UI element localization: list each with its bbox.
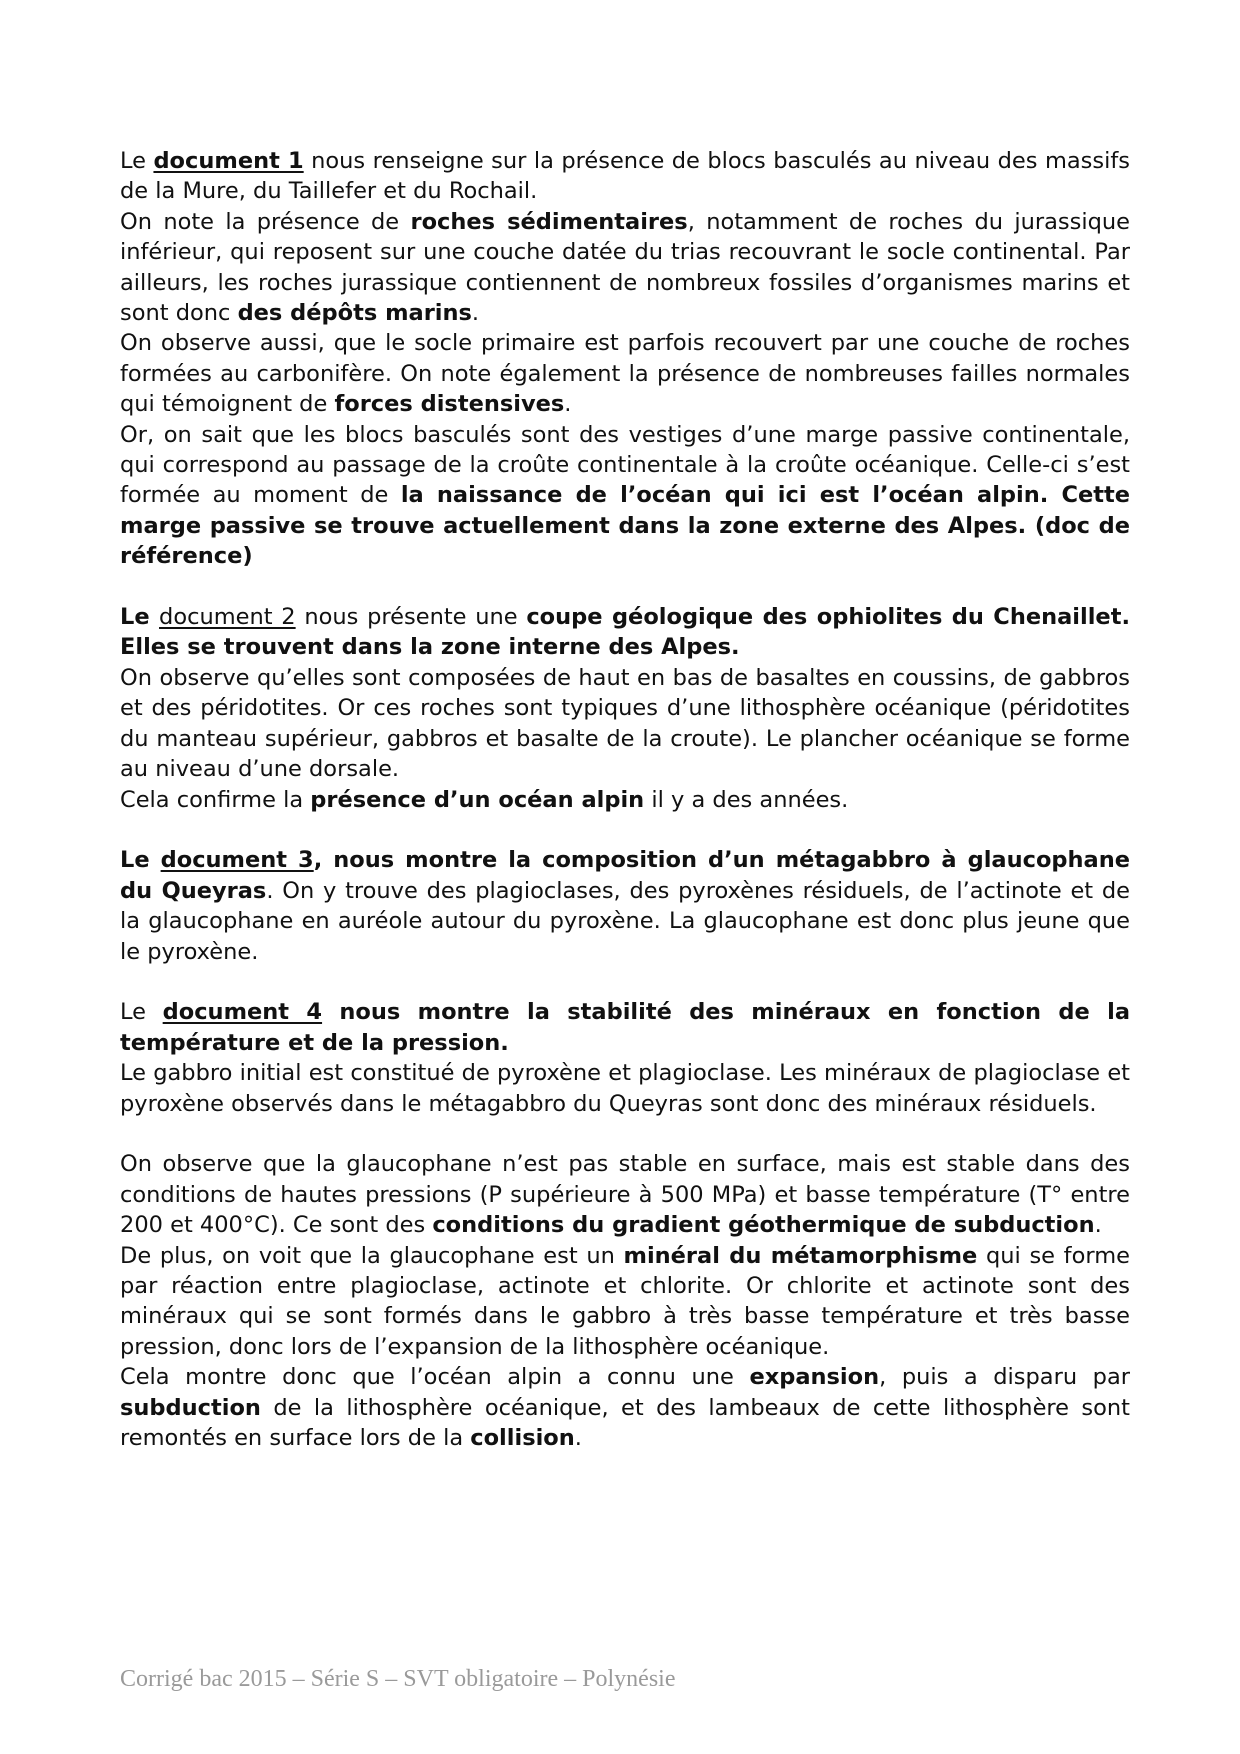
document-1-reference: document 1: [153, 148, 304, 174]
document-body: [120, 146, 1130, 1453]
paragraph: Le document 3, nous montre la composition d’un métagabbro à glaucophane du Queyras. On y trouve des plagioclases, des pyroxènes résiduels, de l’actinote et de la glaucophane en auréole autour du pyroxène. La glaucophane est donc plus jeune que le pyroxène.: [120, 847, 1131, 965]
paragraph: Le gabbro initial est constitué de pyroxène et plagioclase. Les minéraux de plagioclase et pyroxène observés dans le métagabbro du Queyras sont donc des minéraux résiduels.: [120, 1060, 1130, 1117]
paragraph: On observe qu’elles sont composées de haut en bas de basaltes en coussins, de gabbros et des péridotites. Or ces roches sont typiques d’une lithosphère océanique (péridotites du manteau supérieur, gabbros et basalte de la croute). Le plancher océanique se forme au niveau d’une dorsale.: [120, 664, 1130, 783]
paragraph: De plus, on voit que la glaucophane est un minéral du métamorphisme qui se forme par réaction entre plagioclase, actinote et chlorite. Or chlorite et actinote sont des minéraux qui se sont formés dans le gabbro à très basse température et très basse pression, donc lors de l’expansion de la lithosphère océanique.: [120, 1242, 1130, 1360]
paragraph: Cela confirme la présence d’un océan alpin il y a des années.: [120, 786, 849, 813]
paragraph: On observe aussi, que le socle primaire est parfois recouvert par une couche de roches formées au carbonifère. On note également la présence de nombreuses failles normales qui témoignent de forces distensives.: [120, 330, 1130, 418]
paragraph: Le document 2 nous présente une coupe géologique des ophiolites du Chenaillet. Elles se trouvent dans la zone interne des Alpes.: [120, 604, 1130, 661]
paragraph-gap: [120, 572, 1130, 602]
document-2-reference: document 2: [159, 604, 296, 631]
document-4-reference: document 4: [162, 999, 323, 1026]
paragraph-gap: [120, 815, 1130, 845]
paragraph: Cela montre donc que l’océan alpin a connu une expansion, puis a disparu par subduction de la lithosphère océanique, et des lambeaux de cette lithosphère sont remontés en surface lors de la collision.: [120, 1364, 1130, 1451]
paragraph-gap: [120, 967, 1130, 997]
paragraph: Le document 4 nous montre la stabilité des minéraux en fonction de la température et de la pression.: [120, 999, 1131, 1056]
document-3-reference: document 3: [160, 847, 314, 874]
paragraph: Or, on sait que les blocs basculés sont des vestiges d’une marge passive continentale, qui correspond au passage de la croûte continentale à la croûte océanique. Celle-ci s’est formée au moment de la naissance de l’océan qui ici est l’océan alpin. Cette marge passive se trouve actuellement dans la zone externe des Alpes. (doc de référence): [120, 421, 1131, 570]
paragraph: On note la présence de roches sédimentaires, notamment de roches du jurassique inférieur, qui reposent sur une couche datée du trias recouvrant le socle continental. Par ailleurs, les roches jurassique contiennent de nombreux fossiles d’organismes marins et sont donc des dépôts marins.: [120, 208, 1130, 327]
paragraph-gap: [120, 1119, 1130, 1149]
paragraph: Le document 1 nous renseigne sur la présence de blocs basculés au niveau des massifs de la Mure, du Taillefer et du Rochail.: [120, 148, 1130, 205]
page-footer: Corrigé bac 2015 – Série S – SVT obligatoire – Polynésie: [120, 1666, 676, 1692]
paragraph: On observe que la glaucophane n’est pas stable en surface, mais est stable dans des conditions de hautes pressions (P supérieure à 500 MPa) et basse température (T° entre 200 et 400°C). Ce sont des conditions du gradient géothermique de subduction.: [120, 1151, 1130, 1239]
